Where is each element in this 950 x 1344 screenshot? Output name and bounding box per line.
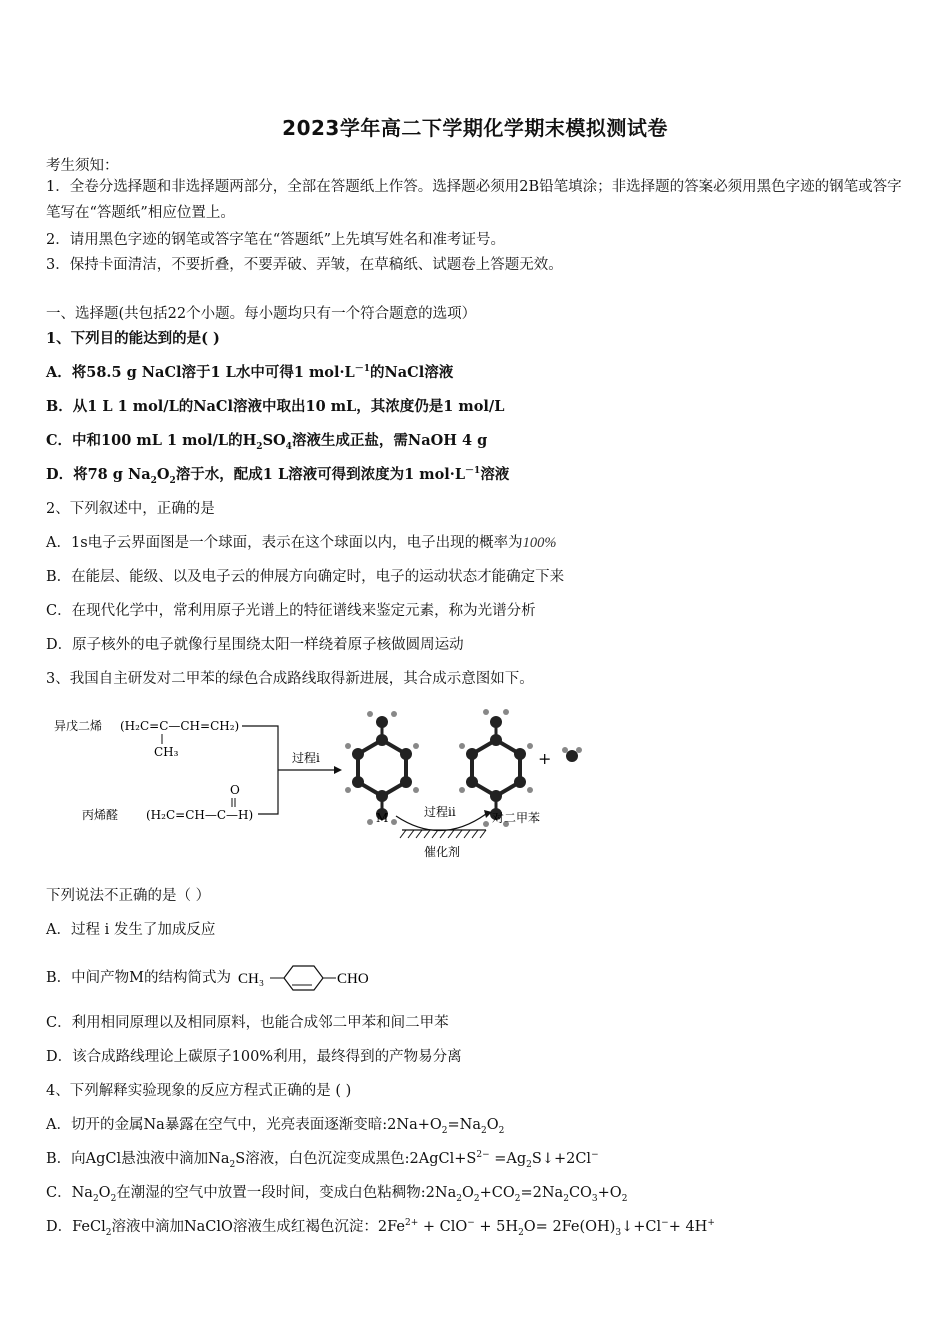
q3-option-b: B．中间产物M的结构简式为 CH₃ CHO xyxy=(46,963,386,993)
q1-option-c: C．中和100 mL 1 mol/L的$H_2SO_4$溶液生成正盐，需NaOH 4 g xyxy=(46,432,488,452)
acrolein-oxygen: O xyxy=(230,783,240,797)
m-structure-right: CHO xyxy=(336,971,369,987)
isoprene-formula: (H₂C=C—CH=CH₂) xyxy=(120,719,240,733)
q1-option-b: B．从1 L 1 mol/L的NaCl溶液中取出10 mL，其浓度仍是1 mol/L xyxy=(46,398,505,415)
product-label: 对二甲苯 xyxy=(492,811,541,825)
intermediate-m: M xyxy=(376,811,389,825)
notice-heading: 考生须知： xyxy=(46,158,119,174)
process1-label: 过程i xyxy=(292,751,320,765)
q3-stem: 3、我国自主研发对二甲苯的绿色合成路线取得新进展，其合成示意图如下。 xyxy=(46,671,534,687)
process2-label: 过程ii xyxy=(424,805,456,819)
notice-item-1: 1．全卷分选择题和非选择题两部分，全部在答题纸上作答。选择题必须用2B铅笔填涂；非选择题的答案必须用黑色字迹的钢笔或答字笔写在“答题纸”相应位置上。 xyxy=(46,179,902,221)
q4-stem: 4、下列解释实验现象的反应方程式正确的是 ( ) xyxy=(46,1083,352,1099)
water-molecule xyxy=(562,747,582,762)
q2-option-d: D．原子核外的电子就像行星围绕太阳一样绕着原子核做圆周运动 xyxy=(46,637,464,653)
q2-option-b: B．在能层、能级、以及电子云的伸展方向确定时，电子的运动状态才能确定下来 xyxy=(46,569,565,585)
q1-option-d: D．将78 g $Na_2O_2$溶于水，配成1 L溶液可得到浓度为1 $mol\cdot L^{-1}$溶液 xyxy=(46,466,510,486)
q1-option-a: A．将58.5 g NaCl溶于1 L水中可得1 $mol\cdot L^{-1}$的NaCl溶液 xyxy=(46,364,454,381)
q3-option-c: C．利用相同原理以及相同原料，也能合成邻二甲苯和间二甲苯 xyxy=(46,1015,449,1031)
intermediate-molecule xyxy=(345,711,419,825)
q4-option-b: B．向AgCl悬浊液中滴加$Na_2S$溶液，白色沉淀变成黑色$:2AgCl+S^{2-}$ $=Ag_2S↓+2Cl^-$ xyxy=(46,1150,599,1170)
m-structure-left: CH₃ xyxy=(237,971,264,987)
q4-option-c: C．$Na_2O_2$在潮湿的空气中放置一段时间，变成白色粘稠物$:2Na_2O_2+CO_2=2Na_2CO_3+O_2$ xyxy=(46,1185,628,1204)
q3-option-d: D．该合成路线理论上碳原子100%利用，最终得到的产物易分离 xyxy=(46,1049,462,1065)
p-xylene-molecule xyxy=(459,709,533,827)
q2-option-a: A．1s电子云界面图是一个球面，表示在这个球面以内，电子出现的概率为100% xyxy=(46,535,557,551)
q2-option-c: C．在现代化学中，常利用原子光谱上的特征谱线来鉴定元素，称为光谱分析 xyxy=(46,603,536,619)
q2-stem: 2、下列叙述中，正确的是 xyxy=(46,501,215,517)
plus-sign: + xyxy=(538,749,552,768)
page-title: 2023学年高二下学期化学期末模拟测试卷 xyxy=(282,116,668,140)
q1-stem: 1、下列目的能达到的是( ) xyxy=(46,330,220,347)
q3-option-a: A．过程 i 发生了加成反应 xyxy=(46,922,216,938)
acrolein-formula: (H₂C=CH—C—H) xyxy=(146,808,254,822)
q4-option-a: A．切开的金属Na暴露在空气中，光亮表面逐渐变暗$:2Na+O_2=Na_2O_2$ xyxy=(46,1117,505,1136)
q3-prompt: 下列说法不正确的是（ ） xyxy=(46,888,211,904)
notice-item-2: 2．请用黑色字迹的钢笔或答字笔在“答题纸”上先填写姓名和准考证号。 xyxy=(46,232,506,248)
synthesis-diagram xyxy=(46,706,606,866)
catalyst-label: 催化剂 xyxy=(424,845,461,859)
notice-item-3: 3．保持卡面清洁，不要折叠，不要弄破、弄皱，在草稿纸、试题卷上答题无效。 xyxy=(46,257,563,273)
m-structure xyxy=(236,963,386,993)
acrolein-label: 丙烯醛 xyxy=(82,808,119,822)
q4-option-d: D．FeCl$_2$溶液中滴加NaClO溶液生成红褐色沉淀：$2Fe^{2+} + ClO^- + 5H_2O=$ $2Fe(OH)_3↓+Cl^-+ 4H^+$ xyxy=(46,1218,715,1238)
isoprene-methyl: CH₃ xyxy=(154,745,179,759)
isoprene-label: 异戊二烯 xyxy=(54,719,103,733)
section-heading: 一、选择题(共包括22个小题。每小题均只有一个符合题意的选项） xyxy=(46,306,477,322)
